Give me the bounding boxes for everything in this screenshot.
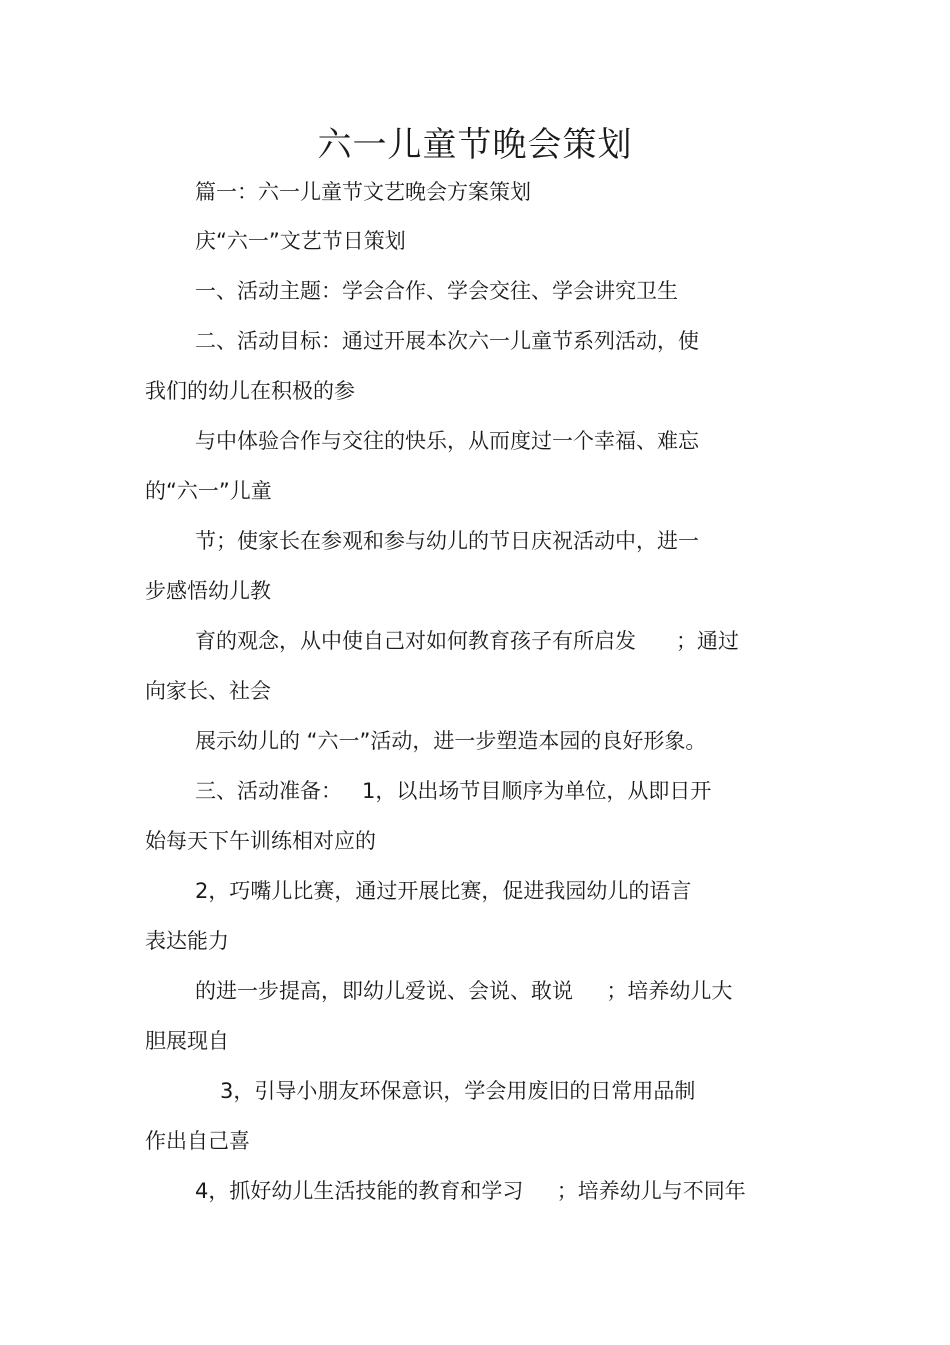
text-line: 4，抓好幼儿生活技能的教育和学习 ；培养幼儿与不同年 bbox=[195, 1179, 746, 1203]
text-line: 作出自己喜 bbox=[145, 1129, 250, 1153]
text-line: 向家长、社会 bbox=[145, 679, 271, 703]
text-line: 始每天下午训练相对应的 bbox=[145, 829, 376, 853]
text-line: 的进一步提高，即幼儿爱说、会说、敢说 ；培养幼儿大 bbox=[195, 979, 733, 1003]
text-line: 二、活动目标：通过开展本次六一儿童节系列活动，使 bbox=[195, 329, 699, 353]
text-line: 2，巧嘴儿比赛，通过开展比赛，促进我园幼儿的语言 bbox=[195, 879, 692, 903]
text-line: 的“六一”儿童 bbox=[145, 479, 272, 503]
document-title: 六一儿童节晚会策划 bbox=[317, 125, 633, 165]
text-line: 3，引导小朋友环保意识，学会用废旧的日常用品制 bbox=[220, 1079, 696, 1103]
text-line: 三、活动准备： 1，以出场节目顺序为单位，从即日开 bbox=[195, 779, 712, 803]
text-line: 步感悟幼儿教 bbox=[145, 579, 271, 603]
text-line: 胆展现自 bbox=[145, 1029, 229, 1053]
text-line: 表达能力 bbox=[145, 929, 229, 953]
text-line: 一、活动主题：学会合作、学会交往、学会讲究卫生 bbox=[195, 279, 678, 303]
text-line: 篇一：六一儿童节文艺晚会方案策划 bbox=[195, 180, 531, 204]
text-line: 我们的幼儿在积极的参 bbox=[145, 379, 355, 403]
text-line: 与中体验合作与交往的快乐，从而度过一个幸福、难忘 bbox=[195, 429, 699, 453]
text-line: 展示幼儿的 “六一”活动，进一步塑造本园的良好形象。 bbox=[195, 729, 707, 753]
text-line: 节；使家长在参观和参与幼儿的节日庆祝活动中，进一 bbox=[195, 529, 699, 553]
text-line: 庆“六一”文艺节日策划 bbox=[195, 229, 406, 253]
text-line: 育的观念，从中使自己对如何教育孩子有所启发 ；通过 bbox=[195, 629, 740, 653]
